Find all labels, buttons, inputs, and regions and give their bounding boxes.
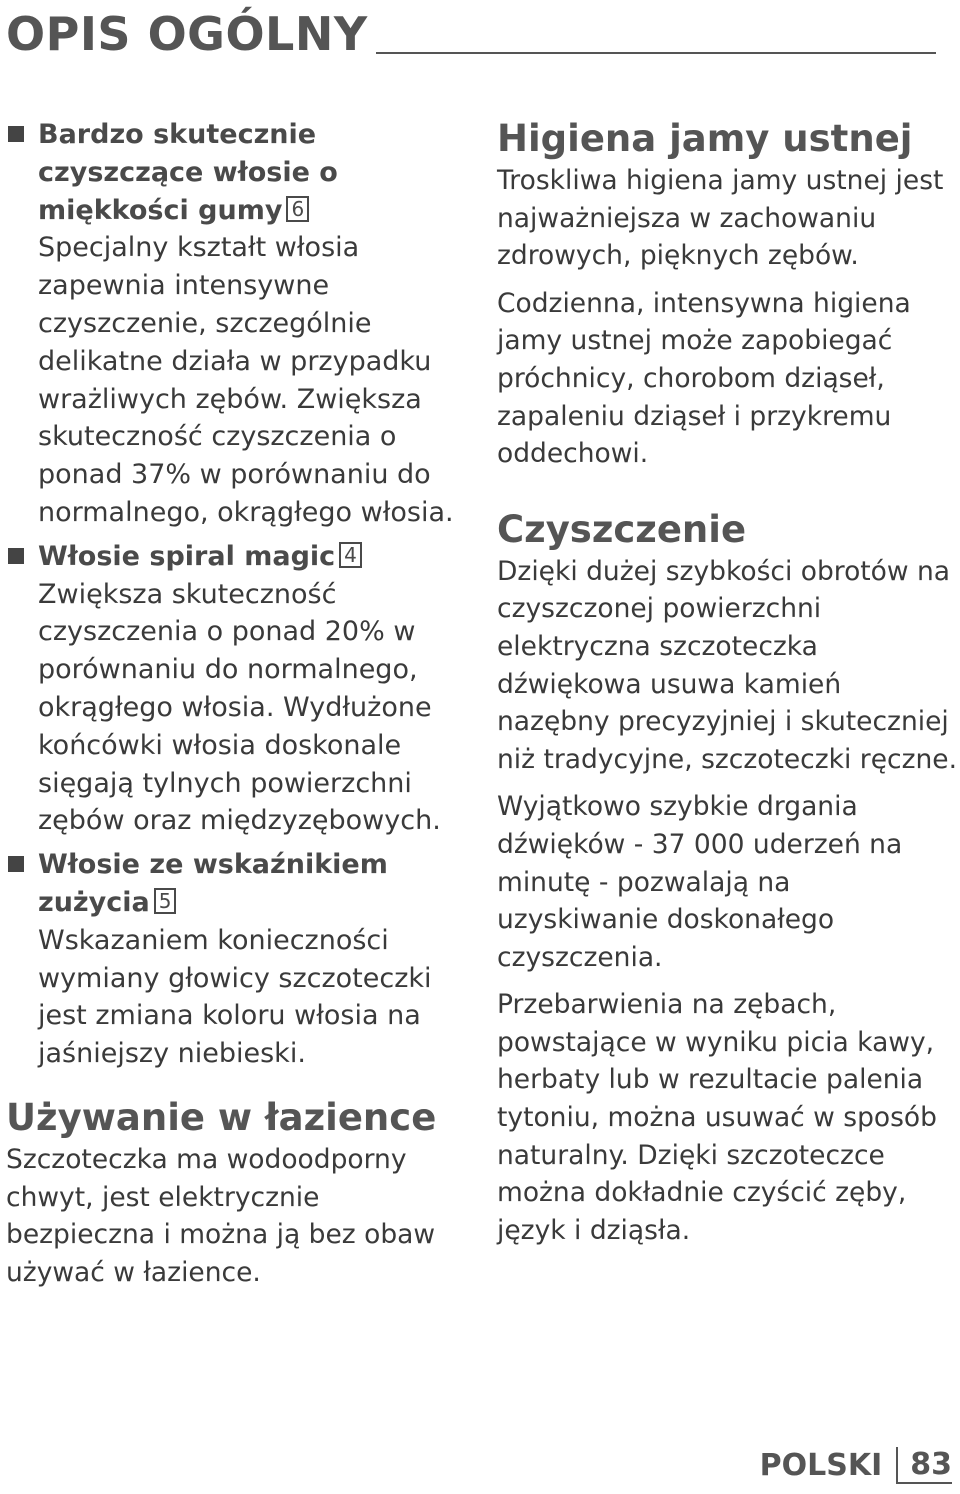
feature-title [38, 846, 476, 922]
page-title [6, 6, 936, 62]
square-bullet-icon [8, 856, 24, 872]
page-number: 83 [896, 1447, 952, 1484]
hygiene-paragraph: Troskliwa higiena jamy ustnej jest najważniejsza w zachowaniu zdrowych, pięknych zębów. [497, 165, 944, 272]
feature-title [38, 116, 476, 229]
cleaning-paragraph: Wyjątkowo szybkie drgania dźwięków - 37 000 uderzeń na minutę - pozwalają na uzyskiwanie doskonałego czyszczenia. [497, 791, 903, 973]
part-reference-badge: 6 [286, 196, 309, 222]
bathroom-paragraph: Szczoteczka ma wodoodporny chwyt, jest elektrycznie bezpieczna i można ją bez obaw używać w łazience. [6, 1143, 436, 1288]
section-heading-cleaning: Czyszczenie [497, 507, 747, 551]
feature-item [6, 538, 476, 840]
feature-description: Specjalny kształt włosia zapewnia intensywne czyszczenie, szczególnie delikatne działa w przypadku wrażliwych zębów. Zwiększa skuteczność czyszczenia o ponad 37% w porównaniu do normalnego, okrągłego włosia. [38, 232, 454, 528]
part-reference-badge: 5 [154, 888, 177, 914]
left-column [6, 116, 476, 1301]
feature-item [6, 116, 476, 532]
square-bullet-icon [8, 126, 24, 142]
feature-title [38, 538, 476, 576]
cleaning-paragraph: Przebarwienia na zębach, powstające w wyniku picia kawy, herbaty lub w rezultacie palenia tytoniu, można usuwać w sposób naturalny. Dzięki szczoteczce można dokładnie czyścić zęby, język i dziąsła. [497, 989, 937, 1246]
cleaning-paragraph: Dzięki dużej szybkości obrotów na czyszczonej powierzchni elektryczna szczoteczka dźwiękowa usuwa kamień nazębny precyzyjniej i skuteczniej niż tradycyjne, szczoteczki ręczne. [497, 555, 957, 775]
section-heading-hygiene: Higiena jamy ustnej [497, 117, 913, 160]
page-footer [760, 1447, 952, 1484]
feature-title-text: Włosie spiral magic [38, 540, 336, 572]
page-title-text: OPIS OGÓLNY [6, 7, 368, 61]
square-bullet-icon [8, 548, 24, 564]
feature-title-text: Bardzo skutecznie czyszczące włosie o miękkości gumy [38, 119, 338, 226]
title-rule [376, 52, 936, 54]
feature-description: Zwiększa skuteczność czyszczenia o ponad 20% w porównaniu do normalnego, okrągłego włosia. Wydłużone końcówki włosia doskonale sięgają tylnych powierzchni zębów oraz międzyzębowych. [38, 578, 441, 837]
feature-item [6, 846, 476, 1073]
footer-language: POLSKI [759, 1448, 883, 1483]
section-heading-bathroom: Używanie w łazience [6, 1095, 437, 1139]
right-column [497, 116, 957, 1259]
feature-title-text: Włosie ze wskaźnikiem zużycia [38, 849, 388, 918]
feature-description: Wskazaniem konieczności wymiany głowicy szczoteczki jest zmiana koloru włosia na jaśniejszy niebieski. [38, 924, 432, 1070]
hygiene-paragraph: Codzienna, intensywna higiena jamy ustnej może zapobiegać próchnicy, chorobom dziąseł, zapaleniu dziąseł i przykremu oddechowi. [497, 287, 911, 470]
part-reference-badge: 4 [339, 542, 362, 568]
